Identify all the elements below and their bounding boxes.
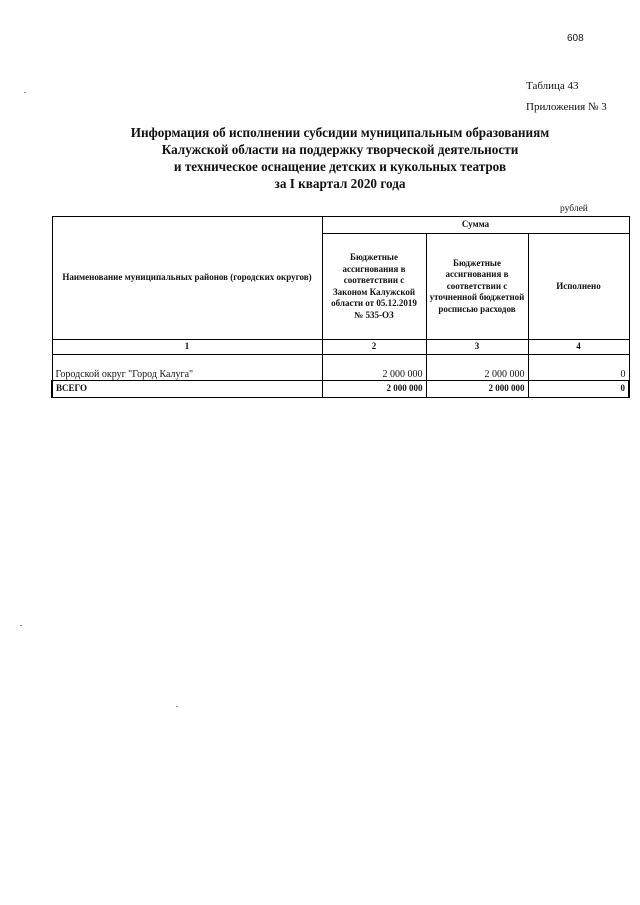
total-row [52, 381, 629, 398]
row-law-value: 2 000 000 [322, 355, 426, 381]
units-label: рублей [560, 204, 588, 214]
column-number-3: 3 [426, 340, 528, 355]
table-reference: Таблица 43 [526, 80, 579, 92]
header-name-column: Наименование муниципальных районов (городских округов) [52, 217, 322, 340]
total-refined-value: 2 000 000 [426, 381, 528, 398]
header-executed: Исполнено [528, 234, 629, 340]
header-law-allocations: Бюджетные ассигнования в соответствии с Законом Калужской области от 05.12.2019 № 535-ОЗ [322, 234, 426, 340]
row-name: Городской округ "Город Калуга" [52, 355, 322, 381]
title-line-3: и техническое оснащение детских и кукольных театров [173, 159, 507, 174]
header-sum: Сумма [322, 217, 629, 234]
scan-speck [176, 706, 178, 707]
column-number-1: 1 [52, 340, 322, 355]
appendix-reference: Приложения № 3 [526, 101, 607, 113]
title-line-4: за I квартал 2020 года [274, 176, 406, 191]
column-number-2: 2 [322, 340, 426, 355]
document-title [90, 124, 590, 192]
column-number-4: 4 [528, 340, 629, 355]
table-row [52, 355, 629, 381]
row-refined-value: 2 000 000 [426, 355, 528, 381]
total-label: ВСЕГО [52, 381, 322, 398]
title-line-1: Информация об исполнении субсидии муниципальным образованиям [130, 125, 550, 140]
title-line-2: Калужской области на поддержку творческой деятельности [161, 142, 519, 157]
row-executed-value: 0 [528, 355, 629, 381]
column-number-row [52, 340, 629, 355]
subsidy-table [51, 216, 630, 398]
scan-speck [20, 625, 22, 626]
page-number: 608 [567, 33, 584, 44]
header-refined-allocations: Бюджетные ассигнования в соответствии с уточненной бюджетной росписью расходов [426, 234, 528, 340]
total-executed-value: 0 [528, 381, 629, 398]
total-law-value: 2 000 000 [322, 381, 426, 398]
scan-speck [24, 92, 26, 93]
